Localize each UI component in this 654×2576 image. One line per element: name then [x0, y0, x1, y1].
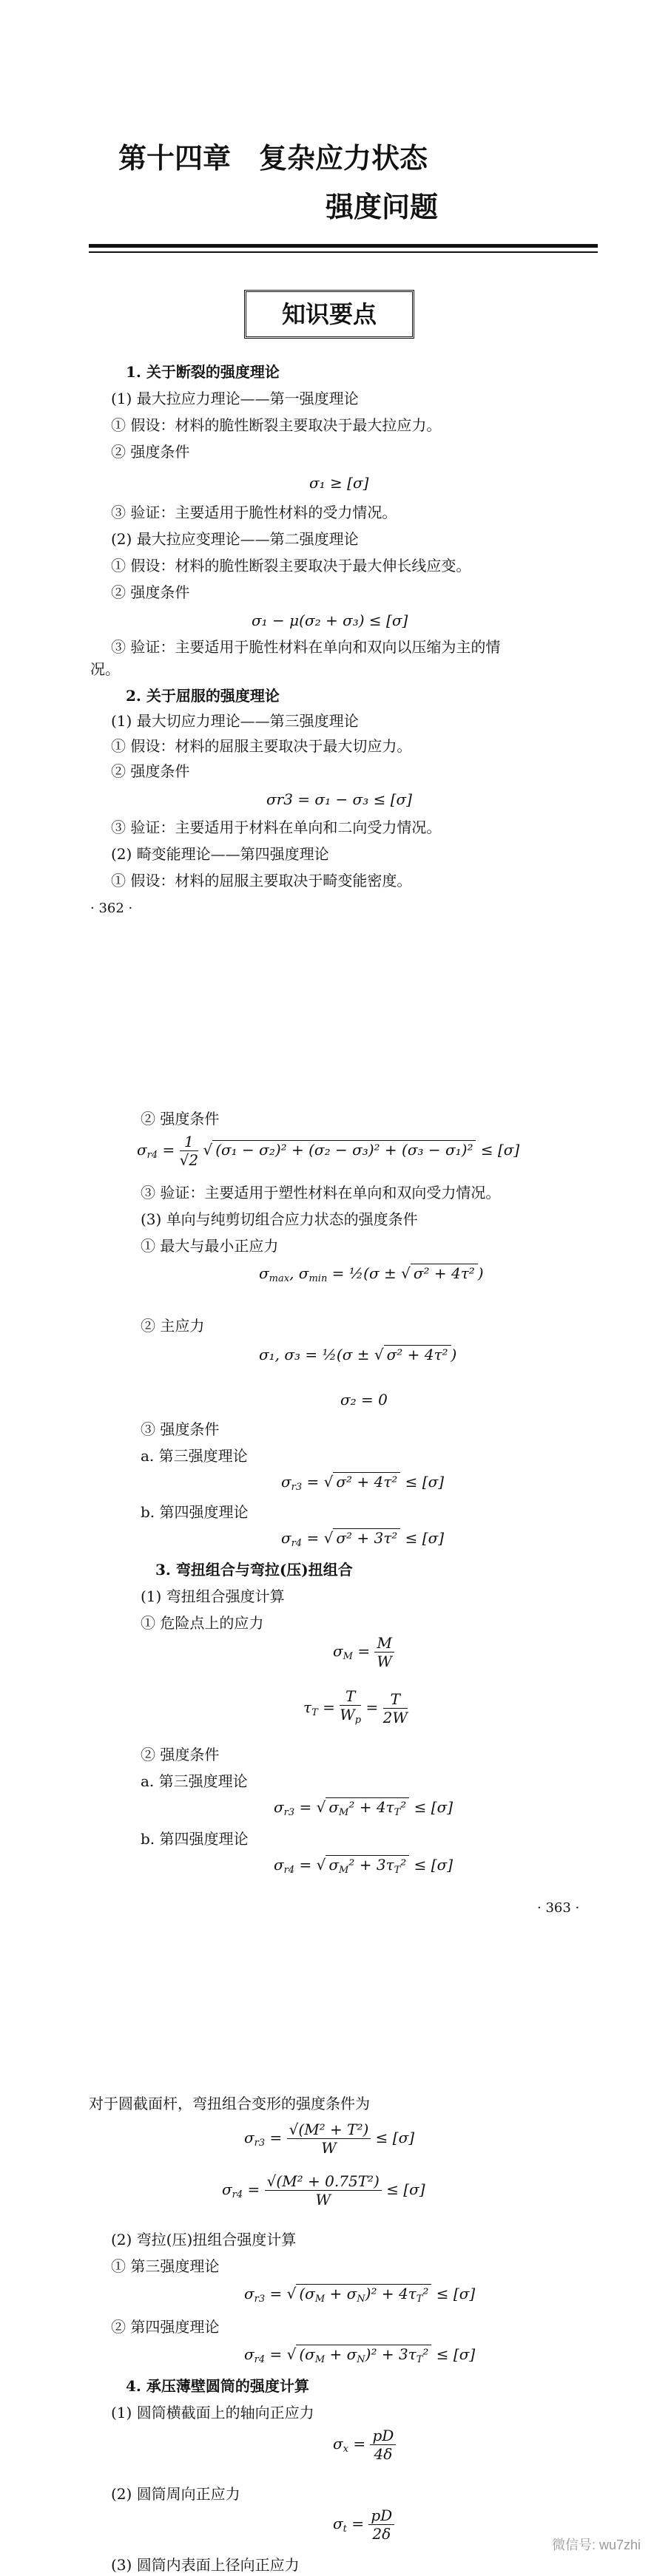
text-line: (1) 弯扭组合强度计算 — [141, 1587, 285, 1605]
formula: σ₁ ≥ [σ] — [309, 474, 369, 492]
text-line: ③ 验证：主要适用于塑性材料在单向和双向受力情况。 — [141, 1184, 501, 1201]
text-line: (2) 圆筒周向正应力 — [111, 2485, 240, 2503]
text-line: (2) 畸变能理论——第四强度理论 — [111, 845, 329, 863]
formula-round-r4: $\sigma_{r4}$ = $\frac{\text{√(M² + 0.75T²)}}{W}$ ≤ [σ] — [222, 2172, 425, 2209]
formula-btt-r3: $\sigma_{r3}$ = √ $(\sigma_M + \sigma_N)^2 + 4\tau_T^2 \le [\sigma]$ — [244, 2285, 476, 2305]
text-line: ② 主应力 — [141, 1317, 205, 1335]
text-line: 对于圆截面杆，弯扭组合变形的强度条件为 — [89, 2095, 370, 2112]
formula: σ₂ = 0 — [340, 1391, 388, 1409]
formula-axial: $\sigma_x$ = $\frac{pD}{4\delta}$ — [333, 2427, 396, 2463]
formula: σr3 = σ₁ − σ₃ ≤ [σ] — [266, 790, 412, 808]
section-heading: 1. 关于断裂的强度理论 — [126, 363, 280, 381]
text-line: a. 第三强度理论 — [141, 1447, 248, 1465]
text-line: ① 假设：材料的脆性断裂主要取决于最大拉应力。 — [111, 416, 442, 434]
page-362 — [0, 0, 654, 769]
section-heading: 3. 弯扭组合与弯拉(压)扭组合 — [155, 1561, 353, 1579]
text-line: (1) 最大切应力理论——第三强度理论 — [111, 712, 359, 730]
formula-r3: $\sigma_{r3}$ = √ σ² + 4τ² ≤ [σ] — [281, 1473, 445, 1493]
text-line: (1) 圆筒横截面上的轴向正应力 — [111, 2404, 314, 2421]
text-line: (3) 圆筒内表面上径向正应力 — [111, 2556, 300, 2574]
formula-sigma-m: $\sigma_M$ = $\frac{M}{W}$ — [333, 1634, 394, 1670]
text-line: ③ 验证：主要适用于脆性材料在单向和双向以压缩为主的情 — [111, 638, 501, 656]
knowledge-badge-text: 知识要点 — [281, 300, 377, 328]
formula-round-r3: $\sigma_{r3}$ = $\frac{\text{√(M² + T²)}}{W}$ ≤ [σ] — [244, 2121, 415, 2157]
formula-bt-r4: $\sigma_{r4}$ = √ $\sigma_M^2 + 3\tau_T^2 \le [\sigma]$ — [274, 1856, 454, 1876]
section-heading: 4. 承压薄壁圆筒的强度计算 — [126, 2377, 309, 2395]
wechat-watermark: 微信号: wu7zhi — [551, 2538, 641, 2552]
title-rule-thick — [89, 244, 598, 248]
text-line: ② 强度条件 — [111, 583, 190, 601]
text-line: ① 危险点上的应力 — [141, 1614, 264, 1632]
page-364 — [0, 2085, 654, 2576]
formula-tau-t: $\tau_T$ = $\frac{T}{W_p}$ = $\frac{T}{2W}$ — [303, 1687, 408, 1726]
formula-hoop: $\sigma_t$ = $\frac{pD}{2\delta}$ — [333, 2506, 394, 2543]
formula: σ₁ − μ(σ₂ + σ₃) ≤ [σ] — [252, 611, 408, 629]
formula-sigma-max-min: $\sigma_{max}$, $\sigma_{min}$ = ½(σ ± √ σ² + 4τ² ) — [259, 1264, 484, 1284]
text-line: 况。 — [90, 660, 120, 678]
formula-principal: σ₁, σ₃ = ½(σ ± √ σ² + 4τ² ) — [259, 1346, 457, 1363]
text-line: (3) 单向与纯剪切组合应力状态的强度条件 — [141, 1210, 418, 1228]
text-line: ② 强度条件 — [111, 762, 190, 780]
chapter-title-line2: 强度问题 — [326, 191, 439, 223]
page-363 — [0, 1087, 654, 2011]
text-line: ③ 验证：主要适用于脆性材料的受力情况。 — [111, 504, 397, 521]
section-heading: 2. 关于屈服的强度理论 — [126, 687, 280, 705]
text-line: ② 强度条件 — [111, 443, 190, 461]
page-number: · 363 · — [537, 1900, 580, 1916]
text-line: ③ 验证：主要适用于材料在单向和二向受力情况。 — [111, 818, 442, 836]
text-line: ② 强度条件 — [141, 1110, 220, 1128]
text-line: (1) 最大拉应力理论——第一强度理论 — [111, 390, 359, 407]
text-line: (2) 最大拉应变理论——第二强度理论 — [111, 530, 359, 548]
text-line: ③ 强度条件 — [141, 1420, 220, 1438]
title-rule-thin — [89, 251, 598, 253]
page-362-cont — [0, 762, 654, 998]
text-line: (2) 弯拉(压)扭组合强度计算 — [111, 2231, 297, 2248]
page-number: · 362 · — [90, 901, 133, 916]
text-line: ① 假设：材料的屈服主要取决于最大切应力。 — [111, 737, 412, 755]
knowledge-badge — [244, 290, 414, 339]
text-line: ② 第四强度理论 — [111, 2318, 220, 2336]
text-line: ① 第三强度理论 — [111, 2257, 220, 2275]
formula-btt-r4: $\sigma_{r4}$ = √ $(\sigma_M + \sigma_N)^2 + 3\tau_T^2 \le [\sigma]$ — [244, 2345, 476, 2365]
chapter-title: 第十四章 复杂应力状态 — [118, 142, 428, 174]
formula-sigma-r4: $\sigma_{r4}$ = $\frac{1}{√2}$ √ (σ₁ − σ₂)² + (σ₂ − σ₃)² + (σ₃ − σ₁)² ≤ [σ] — [137, 1133, 520, 1169]
text-line: a. 第三强度理论 — [141, 1772, 248, 1790]
text-line: ① 假设：材料的屈服主要取决于畸变能密度。 — [111, 872, 412, 889]
text-line: b. 第四强度理论 — [141, 1503, 249, 1521]
text-line: ② 强度条件 — [141, 1746, 220, 1763]
formula-r4: $\sigma_{r4}$ = √ σ² + 3τ² ≤ [σ] — [281, 1529, 445, 1549]
formula-bt-r3: $\sigma_{r3}$ = √ $\sigma_M^2 + 4\tau_T^2 \le [\sigma]$ — [274, 1798, 454, 1818]
text-line: b. 第四强度理论 — [141, 1830, 249, 1848]
text-line: ① 最大与最小正应力 — [141, 1237, 279, 1255]
text-line: ① 假设：材料的脆性断裂主要取决于最大伸长线应变。 — [111, 557, 471, 574]
